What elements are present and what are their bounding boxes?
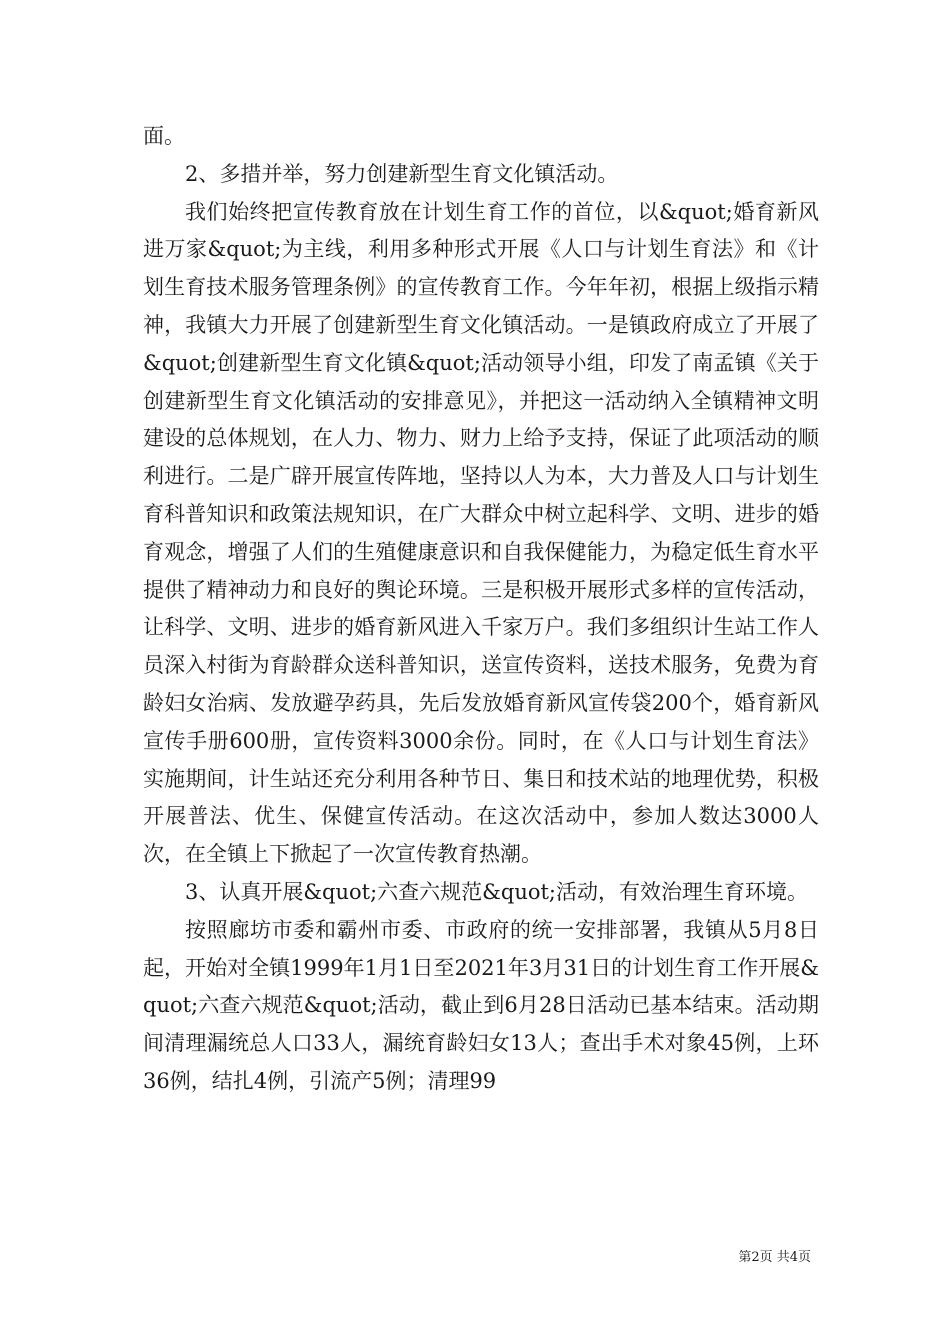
document-body [143, 118, 819, 1101]
section-heading-2: 2、多措并举，努力创建新型生育文化镇活动。 [185, 161, 619, 186]
paragraph-six-checks: 按照廊坊市委和霸州市委、市政府的统一安排部署，我镇从5月8日起，开始对全镇1999年1月1日至2021年3月31日的计划生育工作开展&quot;六查六规范&quot;活动，截止到6月28日活动已基本结束。活动期间清理漏统总人口33人，漏统育龄妇女13人；查出手术对象45例，上环36例，结扎4例，引流产5例；清理99 [143, 917, 819, 1093]
paragraph-continuation: 面。 [143, 124, 185, 148]
section-heading-3: 3、认真开展&quot;六查六规范&quot;活动，有效治理生育环境。 [185, 879, 808, 904]
page-number-footer: 第2页 共4页 [738, 1250, 811, 1265]
paragraph-publicity: 我们始终把宣传教育放在计划生育工作的首位，以&quot;婚育新风进万家&quot;为主线，利用多种形式开展《人口与计划生育法》和《计划生育技术服务管理条例》的宣传教育工作。今年年初，根据上级指示精神，我镇大力开展了创建新型生育文化镇活动。一是镇政府成立了开展了&quot;创建新型生育文化镇&quot;活动领导小组，印发了南孟镇《关于创建新型生育文化镇活动的安排意见》，并把这一活动纳入全镇精神文明建设的总体规划，在人力、物力、财力上给予支持，保证了此项活动的顺利进行。二是广辟开展宣传阵地，坚持以人为本，大力普及人口与计划生育科普知识和政策法规知识，在广大群众中树立起科学、文明、进步的婚育观念，增强了人们的生殖健康意识和自我保健能力，为稳定低生育水平提供了精神动力和良好的舆论环境。三是积极开展形式多样的宣传活动，让科学、文明、进步的婚育新风进入千家万户。我们多组织计生站工作人员深入村街为育龄群众送科普知识，送宣传资料，送技术服务，免费为育龄妇女治病、发放避孕药具，先后发放婚育新风宣传袋200个，婚育新风宣传手册600册，宣传资料3000余份。同时，在《人口与计划生育法》实施期间，计生站还充分利用各种节日、集日和技术站的地理优势，积极开展普法、优生、保健宣传活动。在这次活动中，参加人数达3000人次，在全镇上下掀起了一次宣传教育热潮。 [143, 199, 819, 867]
